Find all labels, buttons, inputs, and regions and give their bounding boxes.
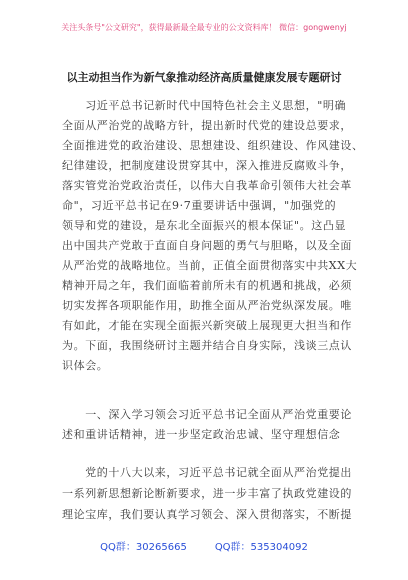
text-line: 落实管党治党政治责任，以伟大自我革命引领伟大社会革 xyxy=(62,179,352,192)
text-line: 习近平总书记新时代中国特色社会主义思想，"明确 xyxy=(62,99,347,112)
qq-group-1: QQ群：30265665 xyxy=(100,542,187,553)
text-line: 切实发挥各项职能作用，助推全面从严治党纵深发展。唯 xyxy=(62,299,352,312)
promo-banner: 关注头条号"公文研究"，获得最新最全最专业的公文资料库！ 微信：gongwenyj xyxy=(61,23,347,32)
text-line: 识体会。 xyxy=(62,359,109,372)
text-line: 从严治党的战略地位。当前，正值全面贯彻落实中共XX大 xyxy=(62,259,358,272)
text-line: 出中国共产党敢于直面自身问题的勇气与胆略，以及全面 xyxy=(62,239,352,252)
text-line: 为。下面，我围绕研讨主题并结合自身实际，浅谈三点认 xyxy=(62,339,352,352)
text-line: 全面从严治党的战略方针，提出新时代党的建设总要求， xyxy=(62,119,352,132)
blank-line xyxy=(62,445,362,465)
qq-group-2: QQ群：535304092 xyxy=(214,542,308,553)
text-line: 领导和党的建设，是东北全面振兴的根本保证"。这凸显 xyxy=(62,219,347,232)
text-line: 全面推进党的政治建设、思想建设、组织建设、作风建设、 xyxy=(62,139,364,152)
text-line: 有如此，才能在实现全面振兴新突破上展现更大担当和作 xyxy=(62,319,352,332)
text-line: 一系列新思想新论断新要求，进一步丰富了执政党建设的 xyxy=(62,487,352,500)
section-heading-line: 一、深入学习领会习近平总书记全面从严治党重要论 xyxy=(62,408,352,421)
document-title: 以主动担当作为新气象推动经济高质量健康发展专题研讨 xyxy=(66,71,342,84)
text-line: 纪律建设，把制度建设贯穿其中，深入推进反腐败斗争， xyxy=(62,159,352,172)
text-line: 精神开局之年，我们面临着前所未有的机遇和挑战，必须 xyxy=(62,279,352,292)
contact-footer xyxy=(0,538,408,553)
blank-line xyxy=(62,376,362,396)
text-line: 党的十八大以来，习近平总书记就全面从严治党提出 xyxy=(62,466,352,479)
text-line: 理论宝库，我们要认真学习领会、深入贯彻落实，不断提 xyxy=(62,508,352,521)
text-line: 命"，习近平总书记在9·7重要讲话中强调，"加强党的 xyxy=(62,199,337,212)
section-heading-line: 述和重讲话精神，进一步坚定政治忠诚、坚守理想信念 xyxy=(62,428,341,441)
